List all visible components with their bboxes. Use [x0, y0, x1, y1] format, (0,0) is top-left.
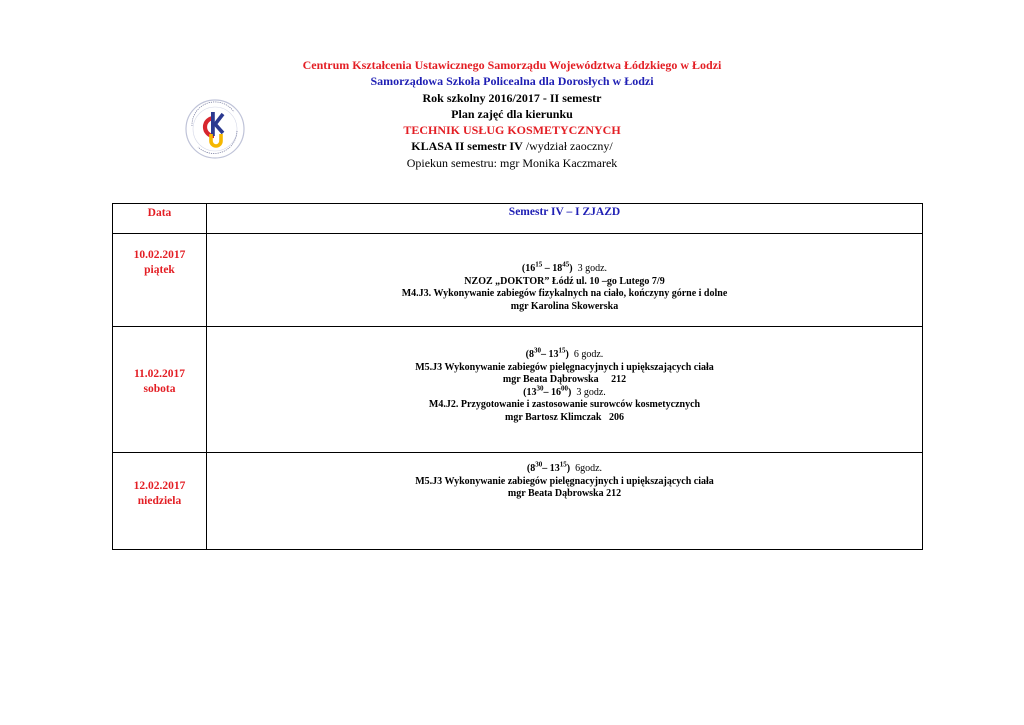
class-details-cell — [207, 453, 923, 550]
schedule-table — [112, 203, 923, 550]
semester-header-label: Semestr IV – I ZJAZD — [508, 206, 621, 218]
table-row — [113, 234, 923, 327]
class-info — [0, 138, 1024, 154]
teacher: mgr Bartosz Klimczak 206 — [505, 411, 624, 423]
semester-tutor: Opiekun semestru: mgr Monika Kaczmarek — [406, 155, 618, 170]
teacher: mgr Beata Dąbrowska 212 — [502, 374, 627, 386]
class-details-cell — [207, 327, 923, 453]
institution-name: Centrum Kształcenia Ustawicznego Samorządu Województwa Łódzkiego w Łodzi — [302, 58, 722, 72]
date: 10.02.2017 — [133, 249, 186, 261]
weekday: niedziela — [137, 495, 182, 507]
time-slot: ($8^{30}-$ $13^{15}$) 6godz. — [526, 460, 603, 474]
teacher: mgr Karolina Skowerska — [510, 300, 619, 312]
time-slot: ($8^{30}-$ $13^{15}$) 6 godz. — [525, 346, 604, 360]
class-mode: /wydział zaoczny/ — [522, 139, 613, 154]
location: NZOZ „DOKTOR” Łódź ul. 10 –go Lutego 7/9 — [464, 275, 665, 287]
course-name: TECHNIK USŁUG KOSMETYCZNYCH — [403, 123, 621, 138]
semester-column-header — [207, 204, 923, 234]
date-cell — [113, 453, 207, 550]
time-slot: ($13^{30}-$ $16^{00}$) 3 godz. — [523, 384, 606, 398]
teacher: mgr Beata Dąbrowska 212 — [507, 488, 622, 500]
cku-logo — [184, 98, 246, 160]
date-header-label: Data — [147, 207, 172, 219]
module-name: M5.J3 Wykonywanie zabiegów pielęgnacyjnych i upiększających ciała — [415, 361, 714, 373]
time-slot: $(16^{15} - 18^{45})$ 3 godz. — [521, 260, 608, 274]
class-details-cell — [207, 234, 923, 327]
document-header — [0, 57, 1024, 171]
date: 12.02.2017 — [133, 480, 186, 492]
school-year: Rok szkolny 2016/2017 - II semestr — [422, 90, 602, 105]
plan-title: Plan zajęć dla kierunku — [451, 106, 573, 121]
module-name: M4.J2. Przygotowanie i zastosowanie surowców kosmetycznych — [428, 399, 701, 411]
school-name: Samorządowa Szkoła Policealna dla Dorosłych w Łodzi — [370, 74, 654, 89]
weekday: sobota — [143, 383, 176, 395]
date-column-header — [113, 204, 207, 234]
weekday: piątek — [144, 264, 175, 276]
table-row — [113, 453, 923, 550]
class-label: KLASA II semestr IV — [411, 139, 523, 154]
date-cell — [113, 234, 207, 327]
table-header-row — [113, 204, 923, 234]
module-name: M4.J3. Wykonywanie zabiegów fizykalnych na ciało, kończyny górne i dolne — [401, 288, 728, 300]
date: 11.02.2017 — [133, 368, 186, 380]
date-cell — [113, 327, 207, 453]
module-name: M5.J3 Wykonywanie zabiegów pielęgnacyjnych i upiększających ciała — [415, 475, 714, 487]
table-row — [113, 327, 923, 453]
